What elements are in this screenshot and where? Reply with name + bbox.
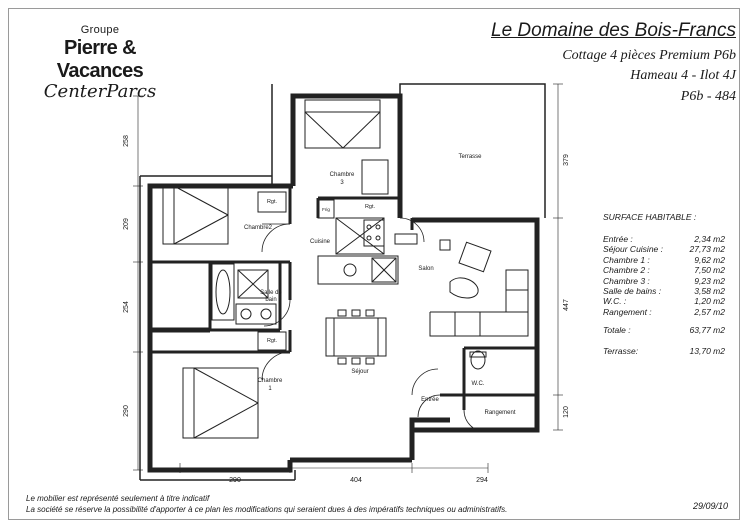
surface-table [603, 212, 725, 356]
label-wc: W.C. [471, 381, 485, 387]
cottage-subtitle: Cottage 4 pièces Premium P6b [562, 48, 736, 63]
surface-row [603, 255, 725, 265]
outer-walls [150, 96, 537, 470]
dim-right-379: 379 [563, 154, 570, 166]
surface-value: 27,73 m2 [689, 244, 725, 255]
surface-label: Séjour Cuisine : [603, 244, 664, 255]
dim-left-209: 209 [123, 218, 130, 230]
surface-total-value: 63,77 m2 [689, 325, 725, 336]
label-cuisine: Cuisine [309, 239, 331, 245]
label-rangement: Rangement [484, 410, 516, 416]
label-salle-de-bain-1: Salle de [260, 290, 282, 296]
domain-title: Le Domaine des Bois-Francs [491, 20, 736, 41]
location-line: Hameau 4 - Ilot 4J [630, 68, 736, 83]
plan-date: 29/09/10 [692, 501, 728, 511]
surface-value: 2,34 m2 [694, 234, 725, 244]
doors [262, 218, 486, 432]
label-sejour: Séjour [351, 369, 369, 375]
dim-left-258: 258 [123, 135, 130, 147]
surface-value: 7,50 m2 [694, 265, 725, 276]
label-rgt-chambre1: Rgt. [266, 338, 278, 344]
logo-groupe: Groupe [80, 24, 120, 36]
surface-heading: SURFACE HABITABLE : [603, 212, 697, 222]
label-chambre3-num: 3 [340, 180, 344, 186]
dim-right-447: 447 [563, 299, 570, 311]
bed-chambre3 [305, 100, 388, 194]
label-entree: Entrée [421, 397, 439, 403]
salon-sofa [430, 242, 528, 336]
surface-terrace-row [603, 346, 725, 356]
footer-notes [26, 493, 507, 515]
dining-table [326, 310, 386, 364]
surface-label: Rangement : [603, 306, 652, 317]
label-salon: Salon [418, 266, 434, 272]
surface-row [603, 265, 725, 275]
surface-label: Entrée : [603, 234, 633, 244]
surface-label: Chambre 3 : [603, 275, 650, 286]
surface-row [603, 276, 725, 286]
surface-row [603, 286, 725, 296]
terrace-furniture [440, 240, 450, 250]
surface-label: Chambre 2 : [603, 265, 650, 276]
surface-terrace-value: 13,70 m2 [689, 345, 725, 356]
dim-right-120: 120 [563, 406, 570, 418]
dim-bottom-290: 290 [229, 477, 241, 484]
surface-label: Salle de bains : [603, 286, 662, 297]
dim-left-254: 254 [123, 301, 130, 313]
terrace-outline [140, 84, 545, 480]
bed-chambre1 [183, 332, 286, 438]
logo-sub-brand: CenterParcs [43, 81, 157, 102]
footer-line-2: La société se réserve la possibilité d'apporter à ce plan les modifications qui seraient dues à des impératifs techniques ou administratifs. [26, 505, 508, 514]
label-chambre1: Chambre [257, 378, 283, 384]
surface-value: 9,62 m2 [694, 254, 725, 265]
label-rgt-chambre2: Rgt. [266, 199, 278, 205]
logo-brand: Pierre & Vacances [56, 37, 144, 82]
label-salle-de-bain-2: bain [265, 297, 277, 303]
label-rgt-chambre3: Rgt. [364, 204, 376, 210]
label-chambre1-num: 1 [268, 386, 272, 392]
dim-bottom-404: 404 [350, 477, 362, 484]
label-terrasse: Terrasse [458, 154, 482, 160]
surface-total-label: Totale : [603, 325, 631, 336]
surface-terrace-label: Terrasse: [603, 345, 639, 356]
footer-line-1: Le mobilier est représenté seulement à titre indicatif [26, 494, 210, 503]
wc-fixtures [470, 351, 486, 369]
surface-row [603, 307, 725, 317]
surface-label: W.C. : [603, 296, 627, 307]
dim-left-290: 290 [123, 405, 130, 417]
surface-value: 9,23 m2 [694, 275, 725, 286]
label-chambre2: Chambre2 [243, 225, 273, 231]
dim-bottom-294: 294 [476, 477, 488, 484]
label-frig: Frig [322, 207, 330, 212]
surface-total-row [603, 325, 725, 335]
surface-row [603, 234, 725, 244]
reference-line: P6b - 484 [680, 89, 736, 104]
label-chambre3: Chambre [329, 172, 355, 178]
surface-row [603, 244, 725, 254]
surface-row [603, 296, 725, 306]
surface-value: 3,58 m2 [694, 286, 725, 297]
surface-label: Chambre 1 : [603, 254, 650, 265]
surface-value: 1,20 m2 [694, 296, 725, 307]
surface-value: 2,57 m2 [694, 306, 725, 317]
